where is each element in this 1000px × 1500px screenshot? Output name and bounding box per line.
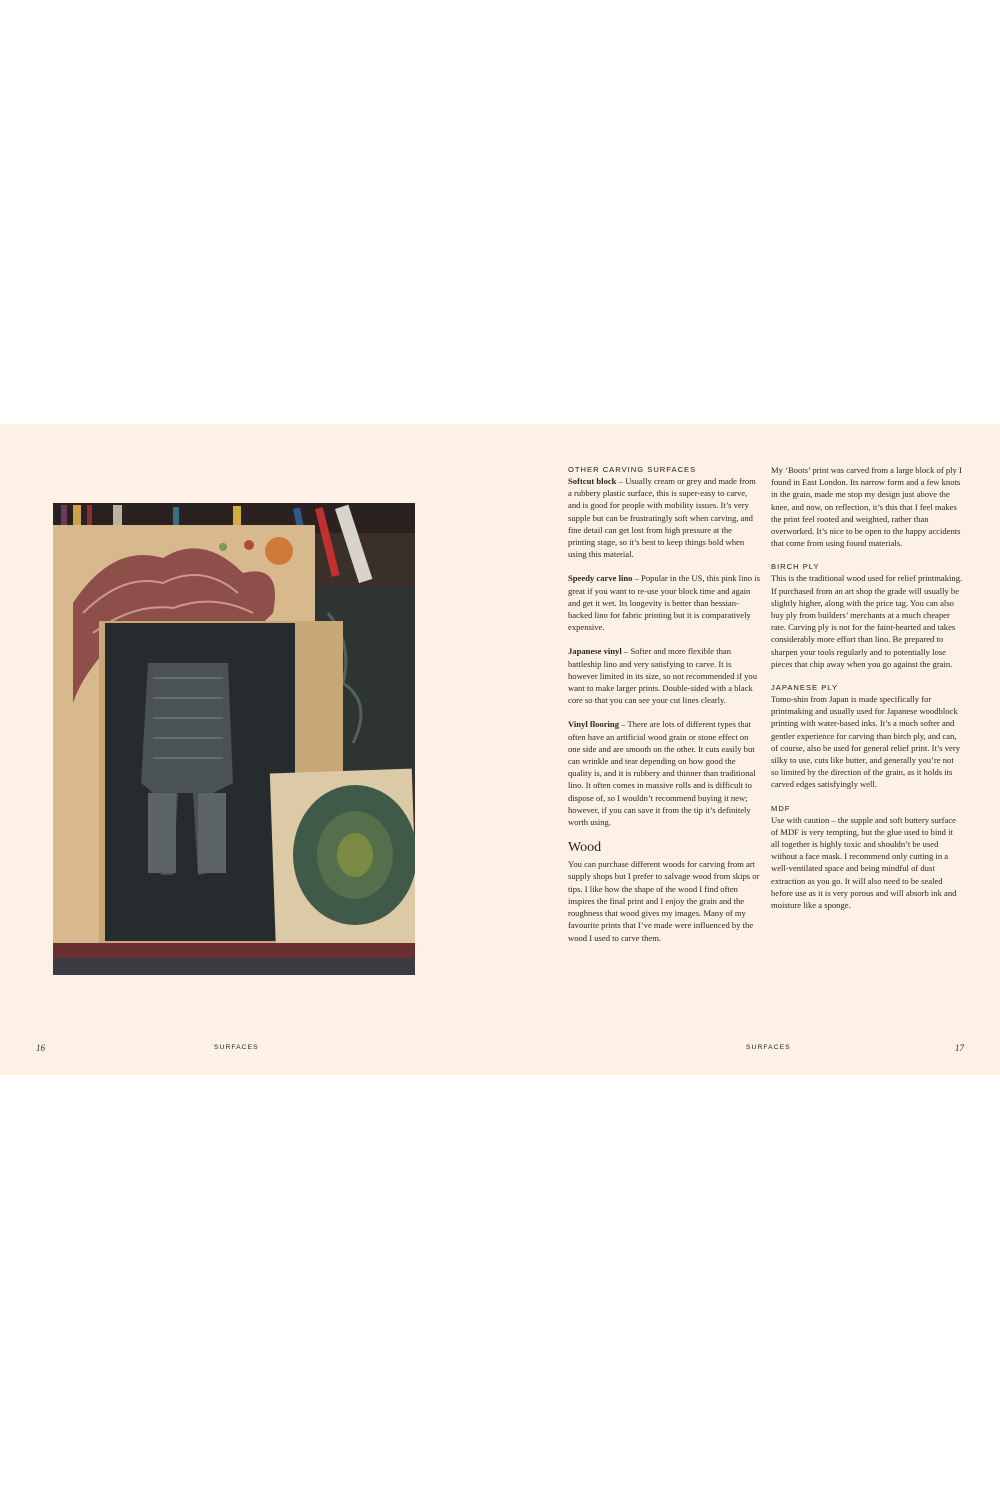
book-spread (0, 424, 1000, 1075)
boots-paragraph: My ‘Boots’ print was carved from a large block of ply I found in East London. Its narrow form and a few knots in the grain, made me stop my design just above the knee, and now, on reflection, it’s this that I feel makes the print feel rooted and weighted, rather than overworked. It’s nice to be open to the happy accidents that come from using found materials. (771, 465, 962, 549)
running-head-right: SURFACES (746, 1044, 791, 1051)
entry-term: Japanese vinyl (568, 646, 622, 657)
entry-term: Speedy carve lino (568, 573, 633, 584)
section-heading: OTHER CARVING SURFACES (568, 465, 697, 474)
entry-vinyl-flooring (568, 718, 760, 828)
entry-softcut (568, 475, 760, 560)
entry-term: Vinyl flooring (568, 719, 620, 730)
text-column-right (771, 464, 963, 923)
mdf-paragraph: Use with caution – the supple and soft buttery surface of MDF is very tempting, but the glue used to bind it all together is highly toxic and shouldn’t be used without a face mask. I recommend only cutting in a well-ventilated space and being mindful of dust extraction as you go. It will also need to be sealed before use as it is very porous and will absorb ink and moisture like a sponge. (771, 814, 957, 911)
running-head-left: SURFACES (214, 1044, 259, 1051)
entry-japanese-vinyl (568, 645, 760, 706)
wood-heading: Wood (568, 840, 602, 856)
japanese-ply-paragraph: Tomo-shin from Japan is made specifically for printmaking and usually used for Japanese woodblock printing with water-based inks. It’s a much softer and gentler experience for carving than birch ply, and can, of course, also be used for general relief print. It’s very silky to use, cuts like butter, and generally you’re not so limited by the direction of the grain, as it holds its carved edges satisfyingly well. (771, 694, 960, 790)
japanese-ply-heading: JAPANESE PLY (771, 683, 839, 693)
entry-text: – Softer and more flexible than battleship lino and very satisfying to carve. It is however limited in its size, so not recommended if you want to make larger prints. Double-sided with a black core so that you can see your cut lines clearly. (568, 646, 758, 706)
entry-term: Softcut block (568, 476, 617, 486)
entry-text: – Popular in the US, this pink lino is great if you want to re-use your block time and again and get it wet. Its longevity is better than hessian-backed lino for fabric printing but it is comparatively expensive. (568, 573, 760, 633)
birch-ply-heading: BIRCH PLY (771, 562, 820, 572)
entry-text: – There are lots of different types that often have an artificial wood grain or stone effect on one side and are smooth on the other. It cuts easily but can wrinkle and tear depending on how good the quality is, and it is rubbery and thinner than traditional lino. It often comes in massive rolls and is difficult to dispose of, so I wouldn’t recommend buying it new; however, if you can save it from the tip it’s definitely worth using. (568, 719, 756, 828)
mdf-heading: MDF (771, 803, 791, 813)
page-number-right: 17 (955, 1043, 964, 1053)
wood-paragraph: You can purchase different woods for carving from art supply shops but I prefer to salvage wood from skips or tips. I like how the shape of the wood I find often inspires the final print and I enjoy the grain and the roughness that wood gives my images. Many of my favourite prints that I’ve made were influenced by the wood I used to carve them. (568, 859, 760, 943)
entry-speedy-carve (568, 572, 760, 633)
woodblock-photo (53, 503, 415, 975)
entry-text: – Usually cream or grey and made from a rubbery plastic surface, this is super-easy to carve, and is good for people with mobility issues. It’s very supple but can be frustratingly soft when carving, and fine detail can get lost from high pressure at the printing stage, so it’s best to keep things bold when using this material. (568, 476, 756, 560)
page-number-left: 16 (36, 1043, 45, 1053)
text-column-left (568, 464, 760, 956)
birch-ply-paragraph: This is the traditional wood used for relief printmaking. If purchased from an art shop the grade will usually be slightly higher, along with the price tag. You can also buy ply from builders’ merchants at a much cheaper rate. Carving ply is not for the faint-hearted and takes considerably more effort than lino. Be prepared to sharpen your tools regularly and to potentially lose pieces that chip away when you go against the grain. (771, 573, 963, 669)
